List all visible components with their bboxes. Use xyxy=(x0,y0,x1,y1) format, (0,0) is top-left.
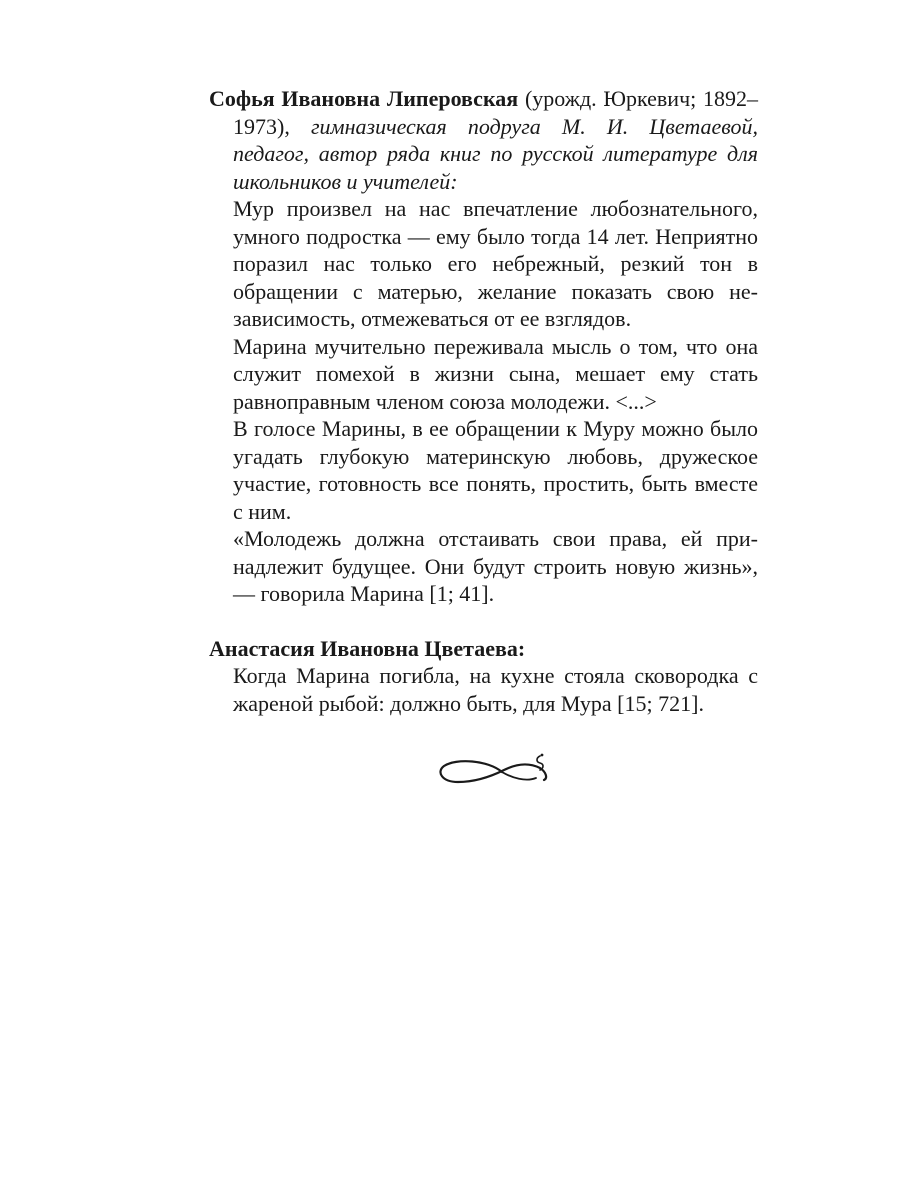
entry-header xyxy=(209,635,758,663)
author-description: гимназическая подруга М. И. Цветаевой, педагог, автор ряда книг по русской литературе для школьников и учителей: xyxy=(233,113,758,194)
document-page xyxy=(209,85,758,717)
quote-paragraph: Мур произвел на нас впечатление любознательного, умного подростка — ему было тогда 14 лет. Неприятно поразил нас только его небрежный, резкий тон в обращении с матерью, желание показать свою независимость, отмежеваться от ее взглядов. xyxy=(233,196,758,331)
entry-tsvetaeva xyxy=(209,635,758,718)
quote-paragraph: В голосе Марины, в ее обращении к Муру можно было угадать глубокую материнскую любовь, дружеское участие, готовность все понять, простить, быть вместе с ним. xyxy=(233,416,758,524)
quote-paragraph: «Молодежь должна отстаивать свои права, ей принадлежит будущее. Они будут строить новую жизнь», — говорила Марина [1; 41]. xyxy=(233,526,758,606)
entry-liperovskaya xyxy=(209,85,758,608)
author-name: Анастасия Ивановна Цветаева: xyxy=(209,635,526,661)
quote-paragraph: Когда Марина погибла, на кухне стояла сковородка с жареной рыбой: должно быть, для Мура [15; 721]. xyxy=(233,663,758,716)
quote-paragraph: Марина мучительно переживала мысль о том, что она служит помехой в жизни сына, мешает ему стать равноправным членом союза молодежи. <...> xyxy=(233,333,758,414)
author-name: Софья Ивановна Липеровская xyxy=(209,86,519,111)
author-dates: (урожд. Юркевич; 1892–1973), xyxy=(233,86,758,139)
flourish-ornament-icon xyxy=(436,752,554,790)
entry-header xyxy=(209,85,758,195)
